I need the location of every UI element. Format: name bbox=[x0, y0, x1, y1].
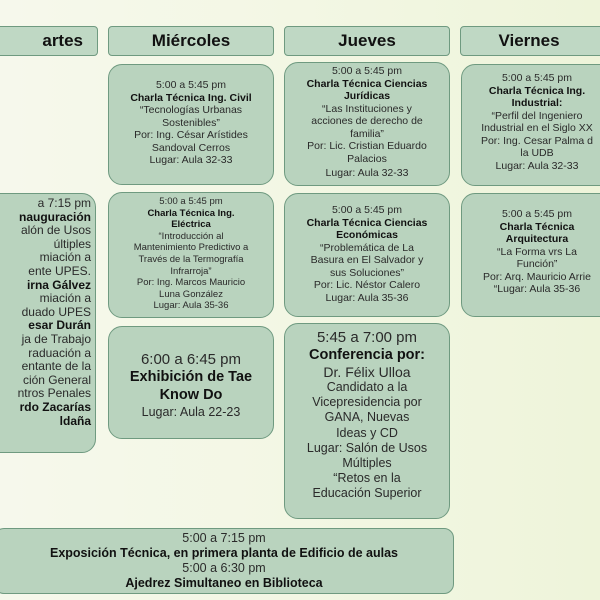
tue-line-15: rdo Zacarías bbox=[19, 399, 91, 414]
tue-line-13: ción General bbox=[22, 372, 91, 387]
thu3-line-6: Múltiples bbox=[342, 456, 392, 471]
fri1-line-0: “Perfil del Ingeniero bbox=[491, 109, 583, 122]
thu1-title-0: Charla Técnica Ciencias bbox=[306, 77, 428, 90]
thu1-line-1: acciones de derecho de bbox=[311, 115, 423, 127]
wed2-title-0: Charla Técnica Ing. bbox=[147, 207, 235, 219]
wed1-line-2: Por: Ing. César Arístides bbox=[134, 129, 248, 141]
day-header-tuesday: artes bbox=[0, 26, 98, 56]
tue-line-11: raduación a bbox=[28, 345, 91, 360]
tue-line-1: nauguración bbox=[18, 209, 91, 224]
wed1-line-0: “Tecnologías Urbanas bbox=[139, 104, 243, 116]
fri1-time: 5:00 a 5:45 pm bbox=[501, 72, 573, 84]
fri-architecture-talk-card bbox=[461, 193, 600, 317]
thu1-time: 5:00 a 5:45 pm bbox=[331, 65, 403, 77]
fri2-line-0: “La Forma vrs La bbox=[497, 245, 577, 258]
bottom-event-2: Ajedrez Simultaneo en Biblioteca bbox=[125, 576, 323, 590]
thu3-line-2: Vicepresidencia por bbox=[312, 395, 422, 410]
thu-legal-talk-card bbox=[284, 62, 450, 186]
thu-conference-card bbox=[284, 323, 450, 519]
fri-industrial-talk-card bbox=[461, 64, 600, 186]
thu3-line-3: GANA, Nuevas bbox=[324, 410, 410, 425]
thu3-line-8: Educación Superior bbox=[312, 486, 422, 501]
thu3-line-1: Candidato a la bbox=[326, 380, 408, 394]
wed2-line-2: Través de la Termografía bbox=[138, 253, 244, 265]
thu2-line-4: Lugar: Aula 35-36 bbox=[325, 291, 409, 304]
tue-line-8: duado UPES bbox=[21, 304, 91, 319]
fri2-line-1: Función” bbox=[516, 258, 558, 270]
wed2-line-0: “Introducción al bbox=[158, 230, 224, 242]
thu3-line-0: Dr. Félix Ulloa bbox=[323, 364, 411, 380]
wed1-line-4: Lugar: Aula 32-33 bbox=[149, 154, 233, 166]
tue-line-2: alón de Usos bbox=[20, 223, 91, 238]
tue-line-0: a 7:15 pm bbox=[37, 196, 91, 210]
tue-line-6: irna Gálvez bbox=[26, 277, 91, 292]
tue-line-9: esar Durán bbox=[28, 318, 91, 333]
wed2-line-3: Infrarroja” bbox=[170, 265, 212, 277]
wed2-line-4: Por: Ing. Marcos Mauricio bbox=[136, 277, 246, 289]
wed1-time: 5:00 a 5:45 pm bbox=[155, 79, 227, 91]
fri1-line-4: Lugar: Aula 32-33 bbox=[495, 159, 579, 172]
tuesday-event-card bbox=[0, 193, 96, 453]
thu3-time: 5:45 a 7:00 pm bbox=[316, 329, 418, 346]
thu2-line-0: “Problemática de La bbox=[320, 241, 414, 254]
tue-line-16: ldaña bbox=[59, 413, 91, 428]
wed2-line-1: Mantenimiento Predictivo a bbox=[133, 242, 249, 254]
thu2-line-3: Por: Lic. Néstor Calero bbox=[313, 279, 421, 291]
bottom-event-1: Exposición Técnica, en primera planta de Edificio de aulas bbox=[49, 546, 399, 560]
fri1-line-2: Por: Ing. Cesar Palma d bbox=[480, 134, 594, 147]
fri2-line-2: Por: Arq. Mauricio Arrie bbox=[483, 270, 591, 283]
thu2-line-1: Basura en El Salvador y bbox=[310, 254, 424, 266]
bottom-time-2: 5:00 a 6:30 pm bbox=[182, 561, 266, 575]
daily-events-banner bbox=[0, 528, 454, 594]
thu3-line-5: Lugar: Salón de Usos bbox=[306, 440, 428, 455]
day-header-friday: Viernes bbox=[460, 26, 600, 56]
fri2-title-0: Charla Técnica bbox=[499, 220, 575, 233]
fri1-title-1: Industrial: bbox=[511, 97, 563, 109]
tue-line-5: ente UPES. bbox=[28, 263, 91, 278]
tue-line-10: ja de Trabajo bbox=[21, 331, 91, 346]
fri1-line-3: la UDB bbox=[520, 147, 554, 159]
wed3-title-1: Know Do bbox=[159, 387, 223, 403]
thu1-title-1: Jurídicas bbox=[343, 90, 391, 102]
wed3-time: 6:00 a 6:45 pm bbox=[140, 351, 242, 368]
thu1-line-0: “Las Instituciones y bbox=[322, 102, 412, 115]
thu2-time: 5:00 a 5:45 pm bbox=[331, 204, 403, 216]
wed3-title-0: Exhibición de Tae bbox=[129, 369, 253, 385]
wed-taekwondo-card bbox=[108, 326, 274, 439]
thu-economics-talk-card bbox=[284, 193, 450, 317]
fri2-time: 5:00 a 5:45 pm bbox=[501, 208, 573, 220]
wed2-time: 5:00 a 5:45 pm bbox=[159, 196, 223, 207]
thu1-line-2: familia” bbox=[350, 127, 384, 140]
wed1-line-3: Sandoval Cerros bbox=[151, 141, 231, 154]
thu3-title: Conferencia por: bbox=[308, 347, 425, 363]
wed-civil-talk-card bbox=[108, 64, 274, 185]
thu1-line-5: Lugar: Aula 32-33 bbox=[325, 167, 409, 179]
wed1-line-1: Sostenibles” bbox=[162, 116, 220, 129]
fri1-title-0: Charla Técnica Ing. bbox=[488, 84, 586, 97]
wed1-title: Charla Técnica Ing. Civil bbox=[130, 91, 252, 104]
fri2-line-3: “Lugar: Aula 35-36 bbox=[493, 283, 581, 295]
wed2-title-1: Eléctrica bbox=[171, 219, 211, 231]
wed3-place: Lugar: Aula 22-23 bbox=[141, 405, 241, 419]
wed2-line-5: Luna González bbox=[159, 288, 223, 300]
thu2-title-1: Económicas bbox=[336, 229, 398, 241]
tue-line-14: ntros Penales bbox=[17, 386, 91, 401]
day-header-thursday: Jueves bbox=[284, 26, 450, 56]
tue-line-7: miación a bbox=[39, 291, 91, 306]
wed2-line-6: Lugar: Aula 35-36 bbox=[153, 300, 229, 312]
tue-line-3: últiples bbox=[53, 236, 91, 251]
wed-electrical-talk-card bbox=[108, 192, 274, 318]
day-header-wednesday: Miércoles bbox=[108, 26, 274, 56]
thu1-line-4: Palacios bbox=[347, 152, 387, 165]
thu3-line-7: “Retos en la bbox=[333, 471, 401, 486]
thu1-line-3: Por: Lic. Cristian Eduardo bbox=[307, 140, 427, 152]
tue-line-4: miación a bbox=[39, 250, 91, 265]
thu2-line-2: sus Soluciones” bbox=[329, 266, 405, 279]
fri1-line-1: Industrial en el Siglo XX bbox=[481, 122, 593, 134]
thu3-line-4: Ideas y CD bbox=[336, 425, 398, 440]
thu2-title-0: Charla Técnica Ciencias bbox=[306, 216, 428, 229]
bottom-time-1: 5:00 a 7:15 pm bbox=[182, 531, 266, 545]
tue-line-12: entante de la bbox=[21, 359, 91, 374]
fri2-title-1: Arquitectura bbox=[505, 233, 569, 245]
